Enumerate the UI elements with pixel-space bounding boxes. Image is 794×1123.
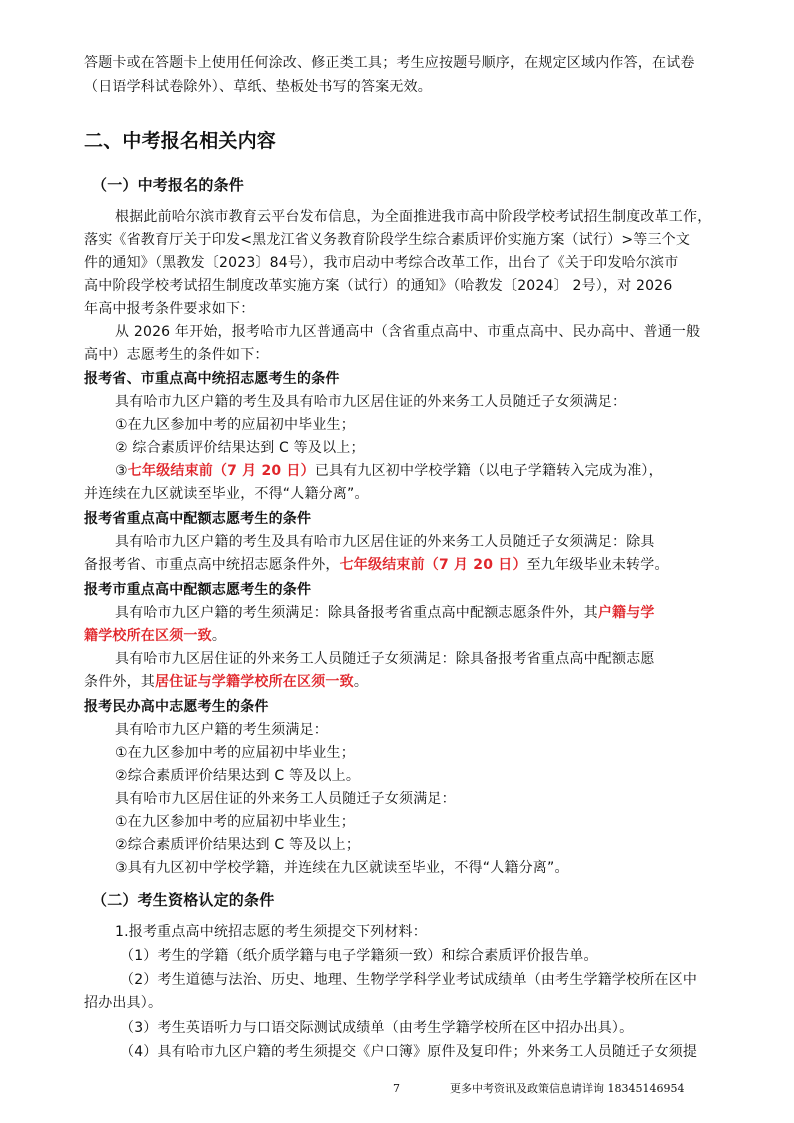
paragraph-line: 年高中报考条件要求如下：	[84, 301, 255, 317]
paragraph-line: 并连续在九区就读至毕业，不得“人籍分离”。	[84, 486, 369, 502]
paragraph-line: 件的通知》（黑教发〔2023〕84号），我市启动中考综合改革工作，出台了《关于印发哈尔滨市	[84, 255, 679, 271]
list-item: ③具有九区初中学校学籍，并连续在九区就读至毕业，不得“人籍分离”。	[115, 860, 569, 876]
footer-note: 更多中考资讯及政策信息请详询 18345146954	[450, 1082, 685, 1095]
condition-heading: 报考市重点高中配额志愿考生的条件	[84, 582, 312, 598]
highlighted-text: 户籍与学	[597, 605, 655, 621]
list-item: ①在九区参加中考的应届初中毕业生；	[115, 745, 355, 761]
condition-heading: 报考省、市重点高中统招志愿考生的条件	[84, 371, 340, 387]
condition-heading: 报考省重点高中配额志愿考生的条件	[84, 511, 312, 527]
list-item: ②综合素质评价结果达到 C 等及以上；	[115, 837, 361, 853]
paragraph-line: 答题卡或在答题卡上使用任何涂改、修正类工具；考生应按题号顺序，在规定区域内作答，在试卷	[84, 55, 695, 71]
list-item: （3）考生英语听力与口语交际测试成绩单（由考生学籍学校所在区中招办出具）。	[120, 1020, 634, 1036]
paragraph-line: 具有哈市九区居住证的外来务工人员随迁子女须满足：除具备报考省重点高中配额志愿	[115, 651, 655, 667]
condition-heading: 报考民办高中志愿考生的条件	[84, 699, 269, 715]
highlighted-text: 七年级结束前（7 月 20 日）	[127, 463, 315, 479]
paragraph-line: 籍学校所在区须一致。	[84, 628, 227, 644]
paragraph-line: 具有哈市九区居住证的外来务工人员随迁子女须满足：	[115, 791, 456, 807]
subsection-heading: （一）中考报名的条件	[92, 176, 245, 194]
paragraph-line: 根据此前哈尔滨市教育云平台发布信息，为全面推进我市高中阶段学校考试招生制度改革工作，	[115, 209, 712, 225]
paragraph-line: 1.报考重点高中统招志愿的考生须提交下列材料：	[115, 924, 427, 940]
paragraph-line: 具有哈市九区户籍的考生及具有哈市九区居住证的外来务工人员随迁子女须满足：	[115, 394, 627, 410]
paragraph-line: （日语学科试卷除外）、草纸、垫板处书写的答案无效。	[84, 79, 432, 95]
page-number: 7	[393, 1082, 400, 1095]
list-item: （4）具有哈市九区户籍的考生须提交《户口簿》原件及复印件；外来务工人员随迁子女须提	[120, 1044, 698, 1060]
highlighted-text: 居住证与学籍学校所在区须一致	[155, 674, 354, 690]
paragraph-line: 具有哈市九区户籍的考生须满足：除具备报考省重点高中配额志愿条件外，其户籍与学	[115, 605, 655, 621]
list-item: ② 综合素质评价结果达到 C 等及以上；	[115, 440, 365, 456]
list-item: （2）考生道德与法治、历史、地理、生物学学科学业考试成绩单（由考生学籍学校所在区中	[120, 972, 698, 988]
list-item: ③七年级结束前（7 月 20 日）已具有九区初中学校学籍（以电子学籍转入完成为准），	[115, 463, 663, 479]
paragraph-line: 落实《省教育厅关于印发<黑龙江省义务教育阶段学生综合素质评价实施方案（试行）>等三个文	[84, 232, 691, 248]
list-item: （1）考生的学籍（纸介质学籍与电子学籍须一致）和综合素质评价报告单。	[120, 948, 598, 964]
list-item: ①在九区参加中考的应届初中毕业生；	[115, 417, 355, 433]
highlighted-text: 籍学校所在区须一致	[84, 628, 212, 644]
list-item: ②综合素质评价结果达到 C 等及以上。	[115, 768, 361, 784]
paragraph-line: 从 2026 年开始，报考哈市九区普通高中（含省重点高中、市重点高中、民办高中、普通一般	[115, 324, 701, 340]
paragraph-line: 高中阶段学校考试招生制度改革实施方案（试行）的通知》（哈教发〔2024〕 2号），对 2026	[84, 278, 673, 294]
paragraph-line: 具有哈市九区户籍的考生及具有哈市九区居住证的外来务工人员随迁子女须满足：除具	[115, 534, 655, 550]
highlighted-text: 七年级结束前（7 月 20 日）	[339, 557, 527, 573]
paragraph-line: 招办出具）。	[84, 995, 163, 1011]
paragraph-line: 具有哈市九区户籍的考生须满足：	[115, 722, 328, 738]
paragraph-line: 备报考省、市重点高中统招志愿条件外，七年级结束前（7 月 20 日）至九年级毕业未转学。	[84, 557, 669, 573]
list-item: ①在九区参加中考的应届初中毕业生；	[115, 814, 355, 830]
section-heading: 二、中考报名相关内容	[84, 130, 277, 152]
paragraph-line: 条件外，其居住证与学籍学校所在区须一致。	[84, 674, 369, 690]
paragraph-line: 高中）志愿考生的条件如下：	[84, 347, 269, 363]
subsection-heading: （二）考生资格认定的条件	[92, 891, 275, 909]
